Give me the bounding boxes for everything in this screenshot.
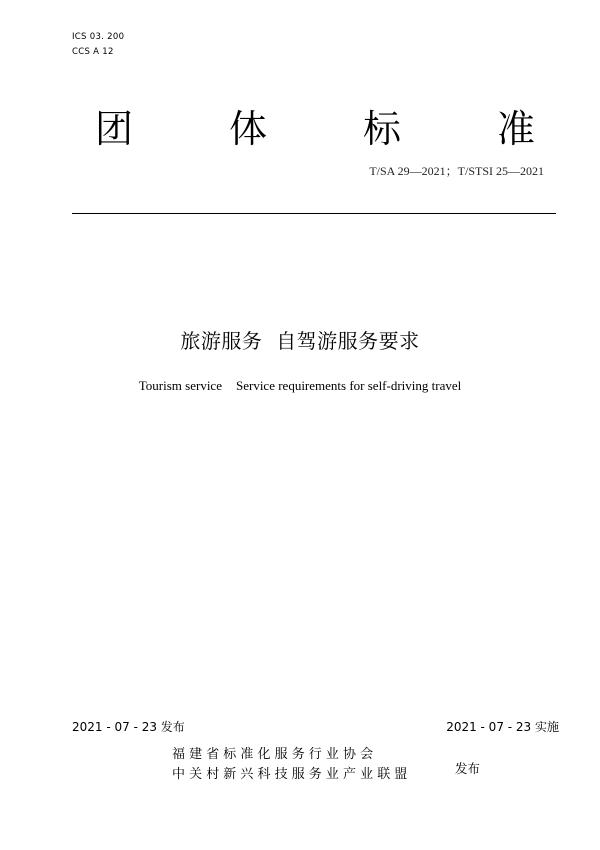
standard-type-heading — [95, 104, 535, 154]
ics-code: ICS 03. 200 — [72, 32, 125, 42]
standard-type-char: 体 — [228, 107, 267, 151]
implement-date: 2021 - 07 - 23 实施 — [446, 720, 559, 734]
english-title-part1: Tourism service — [138, 378, 222, 393]
standard-type-char: 准 — [496, 107, 535, 151]
standard-number: T/SA 29—2021；T/STSI 25—2021 — [369, 164, 544, 178]
header-divider — [72, 213, 556, 214]
publish-date: 2021 - 07 - 23 发布 — [72, 720, 185, 734]
organization-name: 中关村新兴科技服务业产业联盟 — [172, 767, 412, 782]
issuing-organizations — [172, 745, 411, 785]
document-title-chinese: 旅游服务 自驾游服务要求 — [180, 329, 420, 353]
standard-type-char: 标 — [362, 107, 401, 151]
standard-type-char: 团 — [95, 107, 134, 151]
organization-name: 福建省标准化服务行业协会 — [172, 747, 378, 762]
issue-label: 发布 — [455, 761, 481, 776]
ccs-code: CCS A 12 — [72, 47, 114, 57]
document-title-english — [0, 376, 600, 396]
english-title-part2: Service requirements for self-driving travel — [235, 378, 462, 393]
